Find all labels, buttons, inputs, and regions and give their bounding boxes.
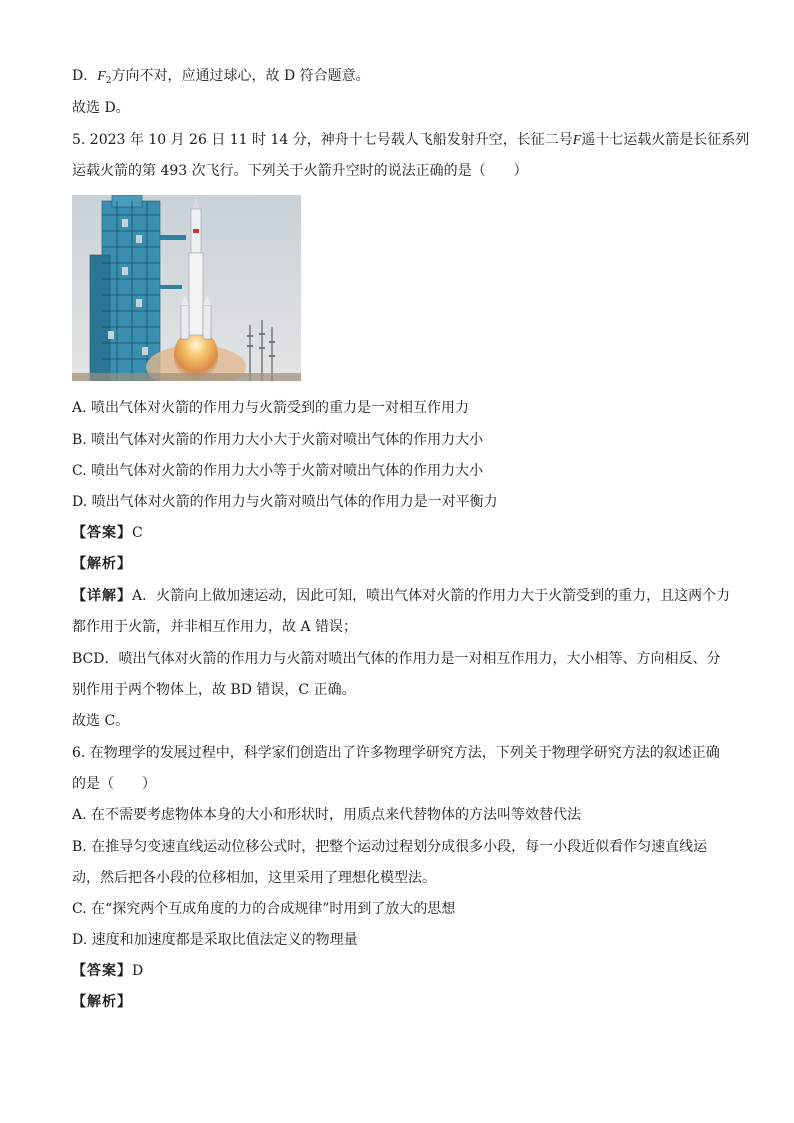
q5-stem-line1: 5. 2023 年 10 月 26 日 11 时 14 分，神舟十七号载人飞船发射升空，长征二号F遥十七运载火箭是长征系列 — [72, 132, 750, 148]
q5-option-c: C. 喷出气体对火箭的作用力大小等于火箭对喷出气体的作用力大小 — [72, 463, 484, 479]
q6-stem-line2: 的是（ ） — [72, 776, 156, 792]
q5-stem-line2: 运载火箭的第 493 次飞行。下列关于火箭升空时的说法正确的是（ ） — [72, 163, 528, 179]
answer-value: D — [132, 963, 144, 979]
q5-detail-line1: 【详解】A．火箭向上做加速运动，因此可知，喷出气体对火箭的作用力大于火箭受到的重力，且这两个力 — [72, 588, 731, 604]
q5-option-b: B. 喷出气体对火箭的作用力大小大于火箭对喷出气体的作用力大小 — [72, 432, 484, 448]
answer-tag: 【答案】 — [72, 525, 132, 541]
q5-conclusion: 故选 C。 — [72, 713, 130, 729]
q5-detail-line3: BCD．喷出气体对火箭的作用力与火箭对喷出气体的作用力是一对相互作用力，大小相等、方向相反、分 — [72, 651, 721, 667]
q5-detail-line2: 都作用于火箭，并非相互作用力，故 A 错误； — [72, 619, 358, 635]
q6-stem-line1: 6. 在物理学的发展过程中，科学家们创造出了许多物理学研究方法，下列关于物理学研究方法的叙述正确 — [72, 745, 720, 761]
detail-tag: 【详解】 — [72, 588, 132, 604]
q6-option-b-line2: 动，然后把各小段的位移相加，这里采用了理想化模型法。 — [72, 870, 436, 886]
answer-tag: 【答案】 — [72, 963, 132, 979]
q6-option-b-line1: B. 在推导匀变速直线运动位移公式时，把整个运动过程划分成很多小段，每一小段近似看作匀速直线运 — [72, 839, 708, 855]
q5-answer — [72, 523, 734, 543]
q6-analysis-tag: 【解析】 — [72, 994, 132, 1010]
force-subscript: 2 — [105, 76, 112, 86]
q5-analysis-tag: 【解析】 — [72, 556, 132, 572]
force-variable: F — [97, 69, 106, 84]
q5-detail-line4: 别作用于两个物体上，故 BD 错误，C 正确。 — [72, 682, 356, 698]
q4-option-d-note: D．$F_2$方向不对，应通过球心，故 D 符合题意。 — [72, 68, 370, 86]
q4-conclusion: 故选 D。 — [72, 100, 130, 116]
answer-value: C — [132, 525, 143, 541]
q5-option-a: A. 喷出气体对火箭的作用力与火箭受到的重力是一对相互作用力 — [72, 400, 470, 416]
rocket-launch-photo — [72, 195, 301, 381]
q6-answer — [72, 961, 734, 981]
q6-option-a: A. 在不需要考虑物体本身的大小和形状时，用质点来代替物体的方法叫等效替代法 — [72, 807, 582, 823]
q5-option-d: D. 喷出气体对火箭的作用力与火箭对喷出气体的作用力是一对平衡力 — [72, 494, 498, 510]
q6-option-d: D. 速度和加速度都是采取比值法定义的物理量 — [72, 932, 358, 948]
q6-option-c: C. 在“探究两个互成角度的力的合成规律”时用到了放大的思想 — [72, 901, 456, 917]
